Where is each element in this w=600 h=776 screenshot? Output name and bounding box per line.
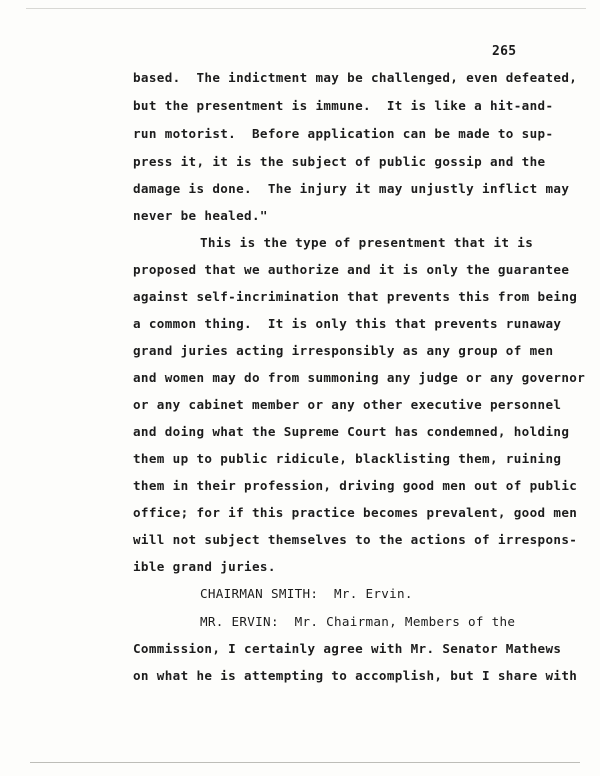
text-line: them in their profession, driving good men out of public [133,478,578,493]
speaker-line: MR. ERVIN: Mr. Chairman, Members of the [200,614,516,629]
text-line: and women may do from summoning any judge or any governor [133,370,586,385]
text-line: against self-incrimination that prevents this from being [133,289,578,304]
text-line: office; for if this practice becomes prevalent, good men [133,505,578,520]
page-number: 265 [492,44,517,59]
page-top-edge [26,8,586,9]
text-line: Commission, I certainly agree with Mr. Senator Mathews [133,641,562,656]
text-line: on what he is attempting to accomplish, but I share with [133,668,578,683]
text-line: run motorist. Before application can be made to sup- [133,126,554,141]
text-line: will not subject themselves to the actions of irrespons- [133,532,578,547]
text-line: grand juries acting irresponsibly as any group of men [133,343,554,358]
text-line: never be healed." [133,208,268,223]
text-line: a common thing. It is only this that prevents runaway [133,316,562,331]
text-line: and doing what the Supreme Court has condemned, holding [133,424,570,439]
text-line: damage is done. The injury it may unjustly inflict may [133,181,570,196]
page-bottom-edge [30,762,580,763]
text-line: ible grand juries. [133,559,276,574]
text-line: but the presentment is immune. It is like a hit-and- [133,98,554,113]
text-line: press it, it is the subject of public gossip and the [133,154,546,169]
text-line: proposed that we authorize and it is only the guarantee [133,262,570,277]
text-line: them up to public ridicule, blacklisting them, ruining [133,451,562,466]
text-line: based. The indictment may be challenged, even defeated, [133,70,578,85]
speaker-line: CHAIRMAN SMITH: Mr. Ervin. [200,586,413,601]
text-line: This is the type of presentment that it is [200,235,534,250]
text-line: or any cabinet member or any other executive personnel [133,397,562,412]
